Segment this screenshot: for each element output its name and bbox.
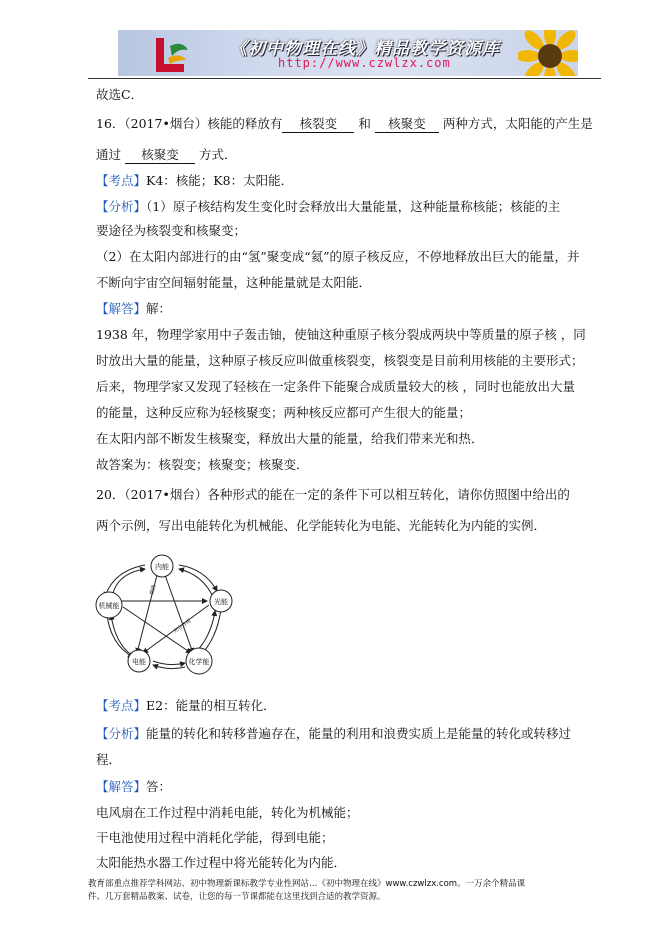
sunflower-icon [518,30,578,76]
answer-blank: 核裂变 [282,116,354,133]
text-line: 电风扇在工作过程中消耗电能，转化为机械能； [96,805,359,820]
text-line: 后来，物理学家又发现了轻核在一定条件下能聚合成质量较大的核 ，同时也能放出大量 [96,379,575,394]
node-label: 光能 [214,598,228,606]
page-footer [88,878,588,904]
fenxi-line: 【分析】能量的转化和转移普遍存在，能量的利用和浪费实质上是能量的转化或转移过 [96,726,572,741]
banner-title: 《初中物理在线》精品教学资源库 [230,39,500,59]
tag-kaodian: 【考点】 [96,173,147,188]
answer-blank: 核聚变 [125,147,195,164]
text-line: 故答案为：核裂变；核聚变；核聚变． [96,457,309,472]
text-line: 要途径为核裂变和核聚变； [96,223,247,238]
banner-url[interactable]: http://www.czwlzx.com [278,56,451,70]
footer-line-1: 教育部重点推荐学科网站、初中物理新课标教学专业性网站…《初中物理在线》www.czwlzx.com。一万余个精品课 [88,879,526,889]
text-line: 程． [96,752,122,767]
kaodian-line: 【考点】K4：核能；K8：太阳能． [96,173,294,188]
tag-fenxi: 【分析】 [96,726,147,741]
node-label: 机械能 [98,602,120,610]
question-16-line-1: 16．（2017•烟台）核能的释放有 核裂变 和 核聚变 两种方式，太阳能的产生是 [96,116,593,131]
jieda-line: 【解答】解： [96,301,172,316]
footer-line-2: 件、几万套精品教案、试卷，让您的每一节课都能在这里找到合适的教学资源。 [88,892,386,902]
text-line: 干电池使用过程中消耗化学能，得到电能； [96,830,334,845]
tag-fenxi: 【分析】 [96,199,147,214]
tag-jieda: 【解答】 [96,779,147,794]
node-label: 化学能 [188,658,210,666]
answer-blank: 核聚变 [375,116,439,133]
text-line: 不断向宇宙空间辐射能量，这种能量就是太阳能． [96,275,372,290]
node-label: 内能 [155,563,169,571]
jieda-line: 【解答】答： [96,779,172,794]
text-line: 在太阳内部不断发生核聚变，释放出大量的能量，给我们带来光和热． [96,431,484,446]
kaodian-line: 【考点】E2：能量的相互转化． [96,698,276,713]
text-line: 故选C． [96,87,144,102]
node-label: 电能 [132,658,146,666]
tag-jieda: 【解答】 [96,301,147,316]
text-line: 太阳能热水器工作过程中将光能转化为内能． [96,855,347,870]
text-line: 的能量，这种反应称为轻核聚变；两种核反应都可产生很大的能量； [96,405,472,420]
logo-icon [148,34,192,74]
text-line: 1938 年，物理学家用中子轰击铀，使铀这种重原子核分裂成两块中等质量的原子核 ，同 [96,327,586,342]
text-line: 时放出大量的能量，这种原子核反应叫做重核裂变，核裂变是目前利用核能的主要形式； [96,353,584,368]
fenxi-line: 【分析】（1）原子核结构发生变化时会释放出大量能量，这种能量称核能；核能的主 [96,199,561,214]
energy-conversion-diagram [93,553,243,675]
question-20-line-1: 20．（2017•烟台）各种形式的能在一定的条件下可以相互转化，请你仿照图中给出的 [96,487,570,502]
question-16-line-2: 通过 核聚变 方式． [96,147,237,162]
question-20-line-2: 两个示例，写出电能转化为机械能、化学能转化为电能、光能转化为内能的实例． [96,518,547,533]
text-line: （2）在太阳内部进行的由“氢”聚变成“氦”的原子核反应，不停地释放出巨大的能量，并 [96,249,580,264]
edge-label: 光合作用 [172,618,193,635]
header-banner [118,30,578,76]
tag-kaodian: 【考点】 [96,698,147,713]
edge-label: 燃烧 [149,584,158,596]
header-divider [88,78,601,79]
